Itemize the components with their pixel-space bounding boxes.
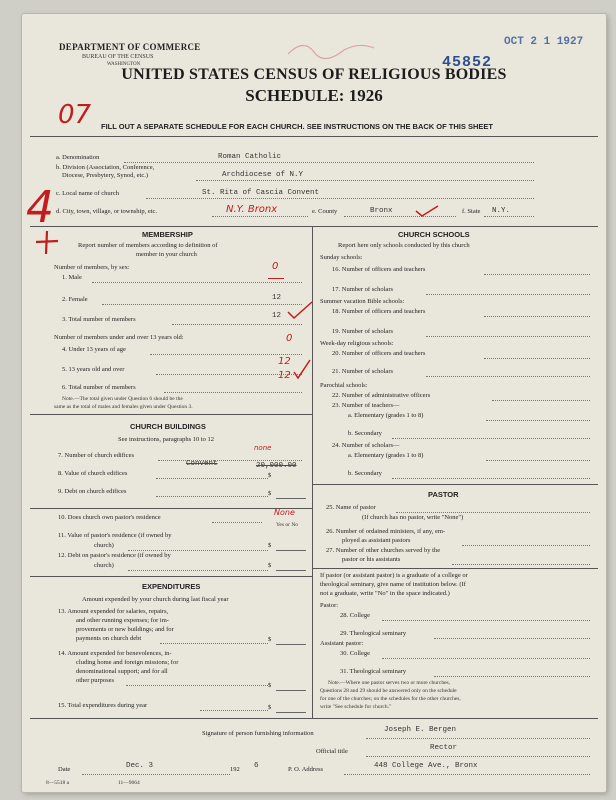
- q3-total-label: 3. Total number of members: [62, 316, 136, 323]
- po-address-line: [344, 774, 590, 775]
- q16-label: 16. Number of officers and teachers: [332, 266, 426, 273]
- q21-line: [426, 376, 590, 377]
- q25-sub: (If church has no pastor, write "None"): [362, 514, 464, 521]
- graduate-note-3: not a graduate, write "No" in the space indicated.): [320, 590, 450, 597]
- q13-blank: [276, 644, 306, 645]
- rule-grid-top: [30, 226, 598, 227]
- serial-number-stamp: 45852: [442, 54, 493, 71]
- state-label: f. State: [462, 208, 481, 215]
- q14-dollar: $: [268, 682, 272, 689]
- q11-label-2: church): [94, 542, 114, 549]
- q12-label: 12. Debt on pastor's residence (if owned by: [58, 552, 171, 559]
- q2-line: [102, 304, 302, 305]
- rule-residence: [30, 508, 312, 509]
- county-value: Bronx: [370, 207, 393, 215]
- q24b-label: b. Secondary: [348, 470, 382, 477]
- membership-intro-1: Report number of members according to definition of: [78, 242, 218, 249]
- q10-label: 10. Does church own pastor's residence: [58, 514, 161, 521]
- expenditures-heading: EXPENDITURES: [142, 582, 201, 591]
- q11-dollar: $: [268, 542, 272, 549]
- membership-intro-2: member in your church: [136, 251, 197, 258]
- schools-heading: CHURCH SCHOOLS: [398, 230, 470, 239]
- q29-line: [434, 638, 590, 639]
- membership-heading: MEMBERSHIP: [142, 230, 193, 239]
- q2-female-value: 12: [272, 294, 282, 302]
- q14-line-3: denominational support; and for all: [76, 668, 168, 675]
- q31-label: 31. Theological seminary: [340, 668, 407, 675]
- county-label: e. County: [312, 208, 338, 215]
- q20-line: [484, 358, 590, 359]
- q1-male-value: 0: [272, 261, 279, 272]
- q13-line-1: 13. Amount expended for salaries, repairs,: [58, 608, 169, 615]
- q5-value: 12: [278, 356, 291, 367]
- form-title: UNITED STATES CENSUS OF RELIGIOUS BODIES: [121, 66, 507, 83]
- q14-line-1: 14. Amount expended for benevolences, in-: [58, 650, 172, 657]
- division-label: b. Division (Association, Conference,: [56, 164, 155, 171]
- q23-label: 23. Number of teachers—: [332, 402, 400, 409]
- date-line: [82, 774, 230, 775]
- summer-schools-label: Summer vacation Bible schools:: [320, 298, 405, 305]
- division-label-2: Diocese, Presbytery, Synod, etc.): [62, 172, 149, 179]
- q1-line: [92, 282, 302, 283]
- q13-line-4: payments on church debt: [76, 635, 142, 642]
- rule-buildings: [30, 414, 312, 415]
- q24a-line: [486, 460, 590, 461]
- q24b-line: [392, 478, 590, 479]
- q27-line: [452, 564, 590, 565]
- q4-line: [150, 354, 302, 355]
- pastor-note-3: for one of the churches; on the schedules for the other churches,: [320, 696, 461, 702]
- bureau-label: BUREAU OF THE CENSUS: [82, 54, 154, 60]
- q5-label: 5. 13 years old and over: [62, 366, 125, 373]
- expenditures-sub: Amount expended by your church during last fiscal year: [82, 596, 229, 603]
- q19-line: [426, 336, 590, 337]
- q1-strike: [268, 278, 284, 279]
- q10-line: [212, 522, 262, 523]
- q6-check-mark: [292, 358, 312, 380]
- q23a-line: [486, 420, 590, 421]
- q3-line: [172, 324, 302, 325]
- q13-line: [160, 643, 268, 644]
- signature-value: Joseph E. Bergen: [384, 726, 457, 734]
- q7-value: none: [254, 444, 272, 452]
- q11-line: [128, 550, 268, 551]
- q18-line: [484, 316, 590, 317]
- q26-label: 26. Number of ordained ministers, if any, em-: [326, 528, 446, 535]
- print-number: 11—9064: [118, 780, 140, 786]
- state-line: [484, 216, 534, 217]
- q14-blank: [276, 690, 306, 691]
- q14-line-2: cluding home and foreign missions; for: [76, 659, 179, 666]
- q8-label: 8. Value of church edifices: [58, 470, 128, 477]
- pastor-heading: PASTOR: [428, 490, 459, 499]
- pastor-note-2: Questions 28 and 29 should be answered only on the schedule: [320, 688, 457, 694]
- q23a-label: a. Elementary (grades 1 to 8): [348, 412, 424, 419]
- state-value: N.Y.: [492, 207, 511, 215]
- rule-expenditures: [30, 576, 312, 577]
- q4-value: 0: [286, 333, 293, 344]
- q9-blank: [276, 498, 306, 499]
- q6-value: 12: [278, 370, 291, 381]
- q27-label-2: pastor or his assistants: [342, 556, 401, 563]
- q12-dollar: $: [268, 562, 272, 569]
- denomination-label: a. Denomination: [56, 154, 100, 161]
- sunday-schools-label: Sunday schools:: [320, 254, 363, 261]
- q6-line: [164, 392, 302, 393]
- weekday-schools-label: Week-day religious schools:: [320, 340, 394, 347]
- q14-line-4: other purposes: [76, 677, 115, 684]
- q8-line: [156, 478, 268, 479]
- q4-label: 4. Under 13 years of age: [62, 346, 126, 353]
- q26-line: [462, 545, 590, 546]
- schools-sub: Report here only schools conducted by this church: [338, 242, 470, 249]
- official-title-value: Rector: [430, 744, 458, 752]
- buildings-heading: CHURCH BUILDINGS: [130, 422, 206, 431]
- year-prefix: 192: [230, 766, 240, 773]
- church-name-line: [146, 198, 534, 199]
- rule-pastor: [312, 484, 598, 485]
- margin-mark-07: 07: [58, 100, 92, 130]
- q14-line: [126, 685, 268, 686]
- pastor-note-1: Note.—Where one pastor serves two or more churches,: [328, 680, 451, 686]
- q30-label: 30. College: [340, 650, 370, 657]
- q17-label: 17. Number of scholars: [332, 286, 394, 293]
- q25-line: [396, 512, 590, 513]
- form-number: 8—5518 a: [46, 780, 70, 786]
- location-label: WASHINGTON: [107, 62, 141, 67]
- q15-blank: [276, 712, 306, 713]
- faint-scribble-mark: [284, 36, 394, 62]
- q28-line: [382, 620, 590, 621]
- members-by-sex-label: Number of members, by sex:: [54, 264, 130, 271]
- q2-female-label: 2. Female: [62, 296, 88, 303]
- buildings-sub: See instructions, paragraphs 10 to 12: [118, 436, 215, 443]
- county-check-mark: [414, 204, 440, 218]
- membership-note-2: same as the total of males and females given under Question 3.: [54, 404, 193, 410]
- rule-footer: [30, 718, 598, 719]
- census-schedule-sheet: [22, 14, 606, 792]
- q3-check-mark: [286, 300, 314, 320]
- parochial-schools-label: Parochial schools:: [320, 382, 368, 389]
- year-digit: 6: [254, 762, 259, 770]
- q24a-label: a. Elementary (grades 1 to 8): [348, 452, 424, 459]
- q16-line: [484, 274, 590, 275]
- pastor-note-4: write "See schedule for church.": [320, 704, 392, 710]
- q11-label: 11. Value of pastor's residence (if owned by: [58, 532, 172, 539]
- q29-label: 29. Theological seminary: [340, 630, 407, 637]
- rule-top: [30, 136, 598, 137]
- margin-mark-4: 4: [26, 182, 54, 233]
- q18-label: 18. Number of officers and teachers: [332, 308, 426, 315]
- department-label: DEPARTMENT OF COMMERCE: [59, 42, 201, 52]
- city-label: d. City, town, village, or township, etc.: [56, 208, 158, 215]
- signature-line: [366, 738, 590, 739]
- q21-label: 21. Number of scholars: [332, 368, 394, 375]
- q12-blank: [276, 570, 306, 571]
- graduate-note-2: theological seminary, give name of institution below. (If: [320, 581, 466, 588]
- q8-dollar: $: [268, 472, 272, 479]
- q23b-label: b. Secondary: [348, 430, 382, 437]
- q7-line: [158, 460, 302, 461]
- official-title-line: [366, 756, 590, 757]
- official-title-label: Official title: [316, 748, 348, 755]
- q9-label: 9. Debt on church edifices: [58, 488, 127, 495]
- po-address-value: 448 College Ave., Bronx: [374, 762, 478, 770]
- membership-note-1: Note.—The total given under Question 6 should be the: [62, 396, 183, 402]
- q20-label: 20. Number of officers and teachers: [332, 350, 426, 357]
- q24-label: 24. Number of scholars—: [332, 442, 400, 449]
- q28-label: 28. College: [340, 612, 370, 619]
- q13-line-3: provements or new buildings; and for: [76, 626, 174, 633]
- q17-line: [426, 294, 590, 295]
- assistant-pastor-label: Assistant pastor:: [320, 640, 364, 647]
- q7-label: 7. Number of church edifices: [58, 452, 134, 459]
- church-name-value: St. Rita of Cascia Convent: [202, 189, 320, 197]
- division-value: Archdiocese of N.Y: [222, 171, 304, 179]
- q15-label: 15. Total expenditures during year: [58, 702, 148, 709]
- q22-label: 22. Number of administrative officers: [332, 392, 431, 399]
- received-date-stamp: OCT 2 1 1927: [504, 36, 584, 48]
- city-value: N.Y. Bronx: [226, 204, 278, 215]
- q19-label: 19. Number of scholars: [332, 328, 394, 335]
- q27-label: 27. Number of other churches served by the: [326, 547, 441, 554]
- q9-dollar: $: [268, 490, 272, 497]
- q8-struck-note: Convent: [186, 460, 218, 468]
- q26-label-2: ployed as assistant pastors: [342, 537, 411, 544]
- division-line: [196, 180, 534, 181]
- date-label: Date: [58, 766, 71, 773]
- q6-label: 6. Total number of members: [62, 384, 136, 391]
- q13-dollar: $: [268, 636, 272, 643]
- q12-label-2: church): [94, 562, 114, 569]
- church-name-label: c. Local name of church: [56, 190, 119, 197]
- q25-label: 25. Name of pastor: [326, 504, 376, 511]
- city-line: [212, 216, 308, 217]
- q3-total-value: 12: [272, 312, 282, 320]
- q12-line: [128, 570, 268, 571]
- pastor-sub-label: Pastor:: [320, 602, 339, 609]
- q10-value: None: [274, 508, 295, 517]
- q13-line-2: and other running expenses; for im-: [76, 617, 169, 624]
- q22-line: [492, 400, 590, 401]
- signature-label: Signature of person furnishing information: [202, 730, 314, 737]
- q8-value: 20,000.00: [256, 462, 297, 470]
- q10-sub: Yes or No: [276, 522, 299, 528]
- graduate-note-1: If pastor (or assistant pastor) is a graduate of a college or: [320, 572, 468, 579]
- q9-line: [156, 496, 268, 497]
- q1-male-label: 1. Male: [62, 274, 82, 281]
- rule-graduate: [312, 568, 598, 569]
- q30-line: [382, 658, 590, 659]
- denomination-line: [124, 162, 534, 163]
- age-intro-label: Number of members under and over 13 years old:: [54, 334, 184, 341]
- instruction-line: FILL OUT A SEPARATE SCHEDULE FOR EACH CHURCH. SEE INSTRUCTIONS ON THE BACK OF THIS SHEET: [101, 122, 493, 131]
- q31-line: [434, 676, 590, 677]
- date-value: Dec. 3: [126, 762, 154, 770]
- schedule-title: SCHEDULE: 1926: [245, 86, 383, 105]
- q23b-line: [392, 438, 590, 439]
- denomination-value: Roman Catholic: [218, 153, 282, 161]
- q11-blank: [276, 550, 306, 551]
- red-plus-mark: [32, 228, 62, 256]
- po-address-label: P. O. Address: [288, 766, 324, 773]
- q15-line: [200, 710, 268, 711]
- q15-dollar: $: [268, 704, 272, 711]
